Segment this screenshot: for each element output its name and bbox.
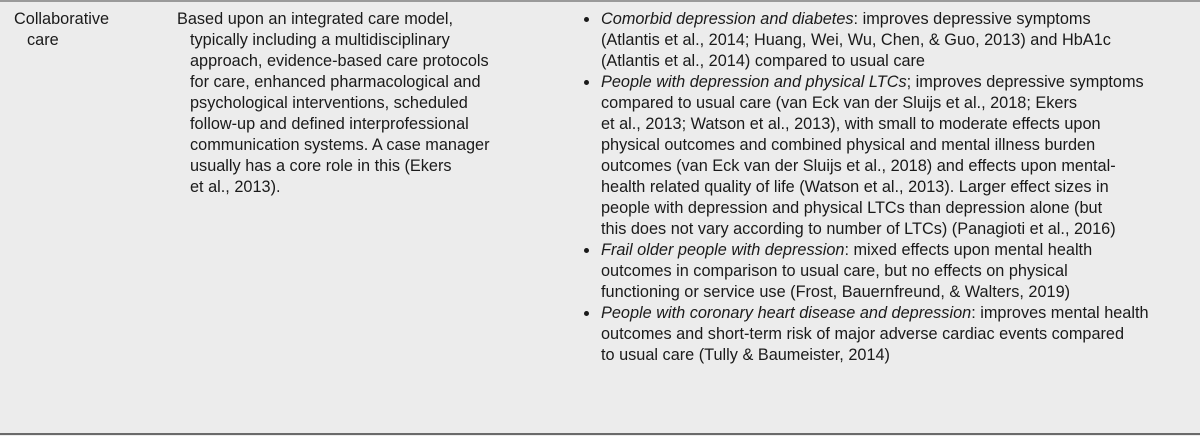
- description-line: usually has a core role in this (Ekers: [190, 157, 452, 175]
- evidence-bullet: [583, 72, 1144, 92]
- evidence-line: functioning or service use (Frost, Bauernfreund, & Walters, 2019): [601, 283, 1071, 301]
- bottom-rule: [0, 433, 1200, 435]
- description-line: for care, enhanced pharmacological and: [190, 73, 481, 91]
- description-line: Based upon an integrated care model,: [177, 10, 454, 28]
- intervention-line: Collaborative: [14, 10, 110, 28]
- evidence-line: outcomes (van Eck van der Sluijs et al., 2018) and effects upon mental-: [601, 157, 1116, 175]
- description-line: communication systems. A case manager: [190, 136, 490, 154]
- evidence-line: this does not vary according to number of LTCs) (Panagioti et al., 2016): [601, 220, 1116, 238]
- evidence-line: compared to usual care (van Eck van der Sluijs et al., 2018; Ekers: [601, 94, 1078, 112]
- description-line: follow-up and defined interprofessional: [190, 115, 469, 133]
- description-line: et al., 2013).: [190, 178, 281, 196]
- description-line: approach, evidence-based care protocols: [190, 52, 489, 70]
- evidence-line: et al., 2013; Watson et al., 2013), with small to moderate effects upon: [601, 115, 1101, 133]
- intervention-line: care: [27, 31, 59, 49]
- evidence-line: health related quality of life (Watson et al., 2013). Larger effect sizes in: [601, 178, 1109, 196]
- evidence-lead: Comorbid depression and diabetes: [601, 10, 854, 28]
- description-line: typically including a multidisciplinary: [190, 31, 450, 49]
- evidence-line: to usual care (Tully & Baumeister, 2014): [601, 346, 890, 364]
- evidence-bullet: [583, 9, 1091, 29]
- evidence-line: outcomes and short-term risk of major adverse cardiac events compared: [601, 325, 1125, 343]
- description-line: psychological interventions, scheduled: [190, 94, 468, 112]
- evidence-text: ; improves depressive symptoms: [906, 73, 1144, 91]
- evidence-text: : mixed effects upon mental health: [844, 241, 1093, 259]
- evidence-line: (Atlantis et al., 2014) compared to usual care: [601, 52, 925, 70]
- evidence-bullet: [583, 303, 1149, 323]
- evidence-lead: People with depression and physical LTCs: [601, 73, 907, 91]
- evidence-line: people with depression and physical LTCs than depression alone (but: [601, 199, 1103, 217]
- top-rule: [0, 0, 1200, 2]
- evidence-text: : improves depressive symptoms: [853, 10, 1091, 28]
- evidence-text: : improves mental health: [971, 304, 1149, 322]
- evidence-lead: People with coronary heart disease and depression: [601, 304, 972, 322]
- evidence-line: outcomes in comparison to usual care, but no effects on physical: [601, 262, 1068, 280]
- evidence-line: (Atlantis et al., 2014; Huang, Wei, Wu, Chen, & Guo, 2013) and HbA1c: [601, 31, 1111, 49]
- evidence-bullet: [583, 240, 1092, 260]
- evidence-lead: Frail older people with depression: [601, 241, 845, 259]
- evidence-line: physical outcomes and combined physical and mental illness burden: [601, 136, 1096, 154]
